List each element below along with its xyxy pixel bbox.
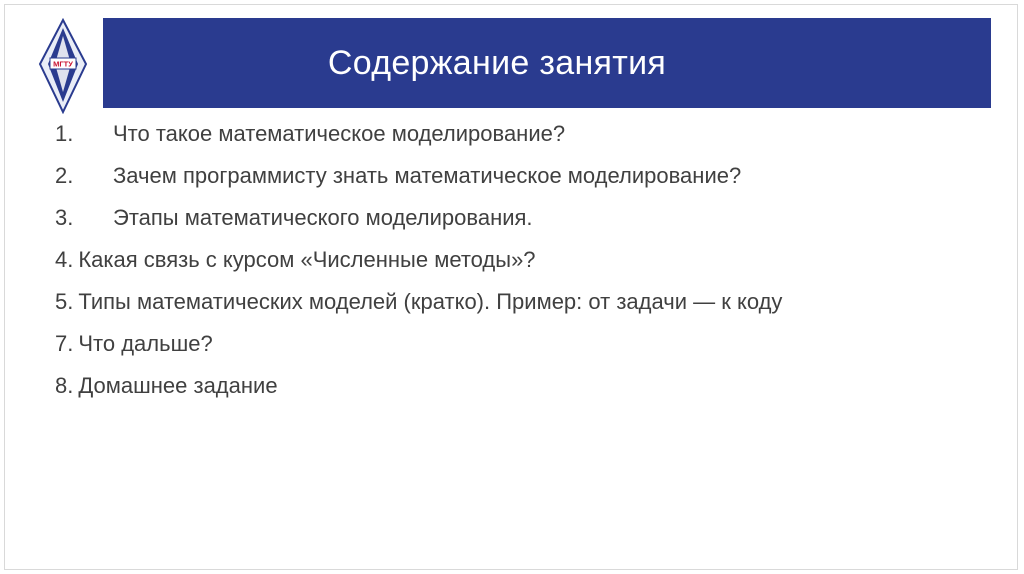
agenda-item-number: 5.: [55, 289, 74, 314]
agenda-item-text: Что такое математическое моделирование?: [113, 121, 566, 146]
agenda-item-number: 1.: [55, 121, 74, 146]
title-bar: [103, 18, 991, 108]
logo-text: МГТУ: [53, 59, 73, 69]
agenda-item-number: 3.: [55, 205, 74, 230]
agenda-item-text: Какая связь с курсом «Численные методы»?: [78, 247, 536, 272]
agenda-item-text: Зачем программисту знать математическое моделирование?: [113, 163, 742, 188]
agenda-item: [55, 287, 782, 329]
agenda-item: [55, 329, 782, 371]
agenda-item: [55, 161, 782, 203]
page-title: Содержание занятия: [327, 43, 667, 82]
agenda-item-number: 2.: [55, 163, 74, 188]
agenda-item-number: 4.: [55, 247, 74, 272]
university-emblem-icon: [38, 18, 88, 114]
agenda-item: [55, 119, 782, 161]
agenda-item: [55, 203, 782, 245]
agenda-item-text: Этапы математического моделирования.: [113, 205, 533, 230]
agenda-item: [55, 371, 782, 413]
agenda-item-text: Домашнее задание: [78, 373, 278, 398]
agenda-item-text: Что дальше?: [78, 331, 213, 356]
agenda-item-number: 7.: [55, 331, 74, 356]
agenda-item-text: Типы математических моделей (кратко). Пример: от задачи — к коду: [78, 289, 783, 314]
agenda-list: [55, 119, 782, 413]
agenda-item-number: 8.: [55, 373, 74, 398]
agenda-item: [55, 245, 782, 287]
